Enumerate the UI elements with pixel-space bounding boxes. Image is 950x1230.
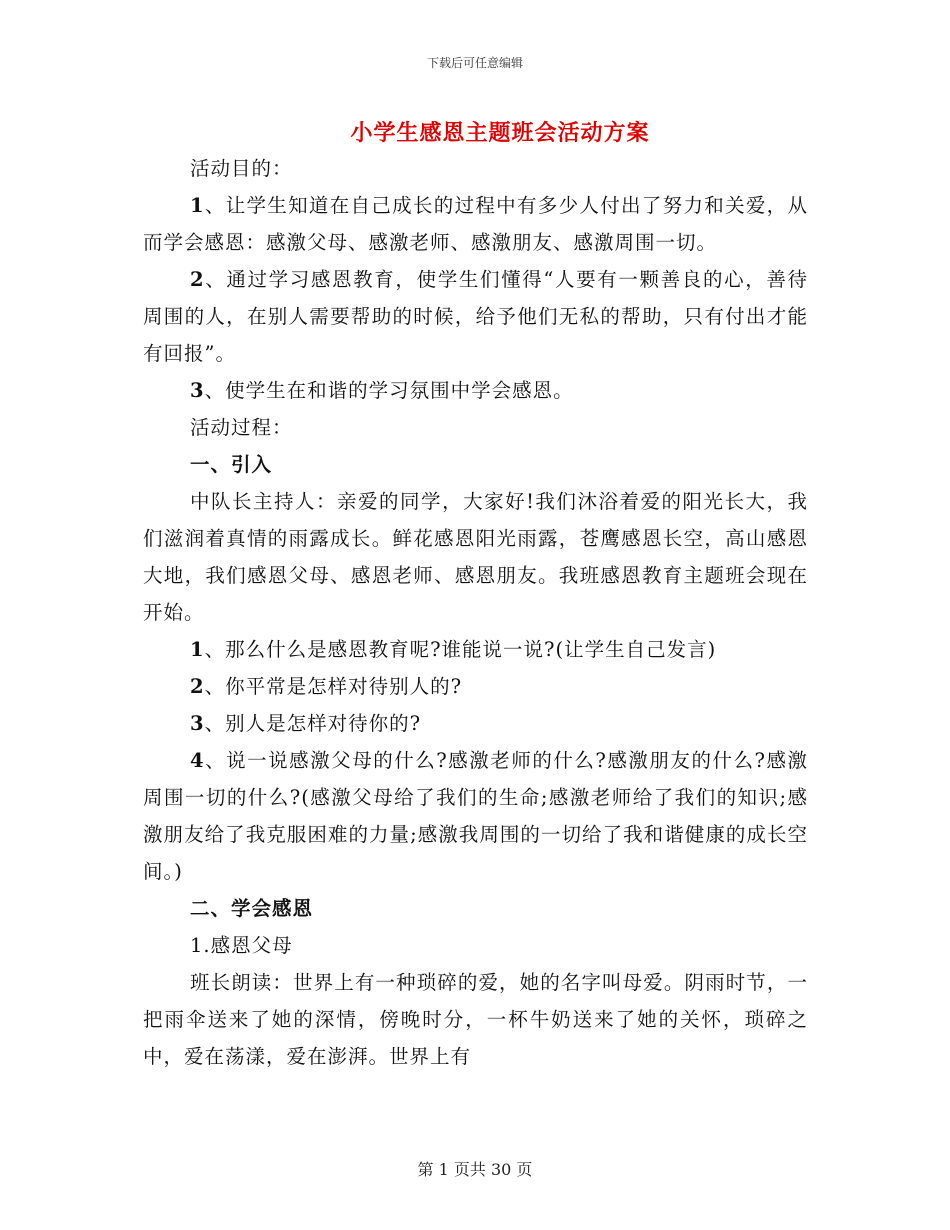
item-number: 1 bbox=[190, 194, 205, 217]
page-footer: 第 1 页共 30 页 bbox=[417, 1160, 533, 1179]
page-header: 下载后可任意编辑 bbox=[426, 56, 523, 70]
item-number: 1 bbox=[190, 638, 205, 661]
question bbox=[143, 668, 808, 705]
process-heading: 活动过程： bbox=[190, 416, 293, 439]
section-heading: 一、引入 bbox=[190, 453, 273, 476]
reading-paragraph: 班长朗读：世界上有一种琐碎的爱，她的名字叫母爱。阴雨时节，一把雨伞送来了她的深情，傍晚时分，一杯牛奶送来了她的关怀，琐碎之中，爱在荡漾，爱在澎湃。世界上有 bbox=[143, 971, 808, 1068]
paragraph-text: 、使学生在和谐的学习氛围中学会感恩。 bbox=[204, 379, 574, 402]
question-text: 、那么什么是感恩教育呢?谁能说一说?(让学生自己发言) bbox=[204, 638, 717, 661]
paragraph-text: 、通过学习感恩教育，使学生们懂得“人要有一颗善良的心，善待周围的人，在别人需要帮助的时候，给予他们无私的帮助，只有付出才能有回报”。 bbox=[143, 268, 808, 365]
subsection-heading: 1.感恩父母 bbox=[190, 934, 293, 957]
purpose-heading: 活动目的： bbox=[190, 157, 293, 180]
document-body bbox=[143, 150, 808, 1075]
paragraph bbox=[143, 187, 808, 261]
paragraph bbox=[143, 261, 808, 372]
document-title: 小学生感恩主题班会活动方案 bbox=[350, 120, 650, 146]
item-number: 3 bbox=[190, 712, 205, 735]
intro-paragraph: 中队长主持人：亲爱的同学，大家好!我们沐浴着爱的阳光长大，我们滋润着真情的雨露成长。鲜花感恩阳光雨露，苍鹰感恩长空，高山感恩大地，我们感恩父母、感恩老师、感恩朋友。我班感恩教育主题班会现在开始。 bbox=[143, 490, 808, 624]
question-text: 、别人是怎样对待你的? bbox=[204, 712, 422, 735]
paragraph bbox=[143, 372, 808, 409]
item-number: 2 bbox=[190, 268, 205, 291]
paragraph-text: 、让学生知道在自己成长的过程中有多少人付出了努力和关爱，从而学会感恩：感激父母、感激老师、感激朋友、感激周围一切。 bbox=[143, 194, 808, 254]
question bbox=[143, 631, 808, 668]
section-heading: 二、学会感恩 bbox=[190, 897, 314, 920]
question-text: 、说一说感激父母的什么?感激老师的什么?感激朋友的什么?感激周围一切的什么?(感激父母给了我们的生命;感激老师给了我们的知识;感激朋友给了我克服困难的力量;感激我周围的一切给了我和谐健康的成长空间。) bbox=[143, 749, 808, 883]
question bbox=[143, 742, 808, 890]
item-number: 2 bbox=[190, 675, 205, 698]
question-text: 、你平常是怎样对待别人的? bbox=[204, 675, 463, 698]
item-number: 3 bbox=[190, 379, 205, 402]
question bbox=[143, 705, 808, 742]
item-number: 4 bbox=[190, 749, 205, 772]
